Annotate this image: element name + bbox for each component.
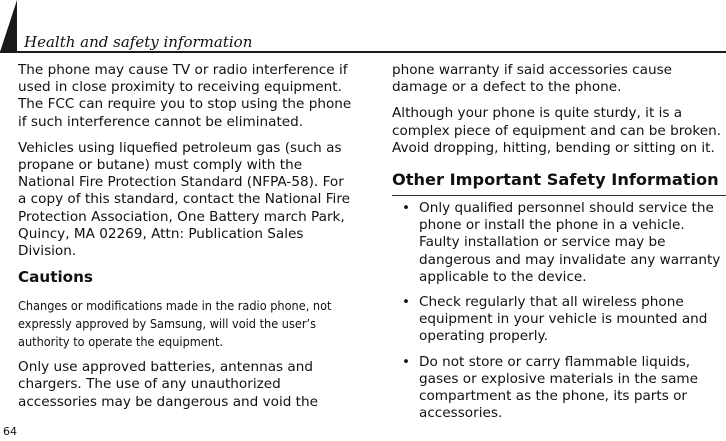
bullet-icon: • (402, 200, 411, 217)
running-header-title: Health and safety information (24, 33, 253, 51)
header-accent-cut (0, 0, 17, 52)
list-item (392, 294, 726, 346)
other-safety-heading: Other Important Safety Information (392, 170, 719, 190)
bullet-text: Only qualified personnel should service the phone or install the phone in a vehicle. Faulty installation or service may be dangerous and may invalidate any warranty applicable to the device. (419, 200, 721, 285)
header-rule (0, 51, 726, 53)
lpg-vehicles-paragraph: Vehicles using liquefied petroleum gas (such as propane or butane) must comply with the National Fire Protection Standard (NFPA-58). For a copy of this standard, contact the National Fire Protection Association, One Battery march Park, Quincy, MA 02269, Attn: Publication Sales Division. (18, 139, 350, 260)
warranty-paragraph: phone warranty if said accessories cause damage or a defect to the phone. (392, 62, 673, 96)
safety-bullet-list (392, 200, 726, 422)
page-number: 64 (3, 425, 17, 438)
cautions-text: Changes or modifications made in the radio phone, not expressly approved by Samsung, will void the user’s authority to operate the equipment. (18, 298, 332, 350)
sturdiness-paragraph: Although your phone is quite sturdy, it is a complex piece of equipment and can be broken. Avoid dropping, hitting, bending or sitting on it. (392, 105, 722, 156)
heading-rule (392, 195, 726, 196)
list-item (392, 200, 726, 286)
bullet-icon: • (402, 294, 411, 311)
right-column (392, 62, 726, 430)
left-column (18, 62, 354, 420)
cautions-heading: Cautions (18, 268, 93, 287)
interference-paragraph: The phone may cause TV or radio interference if used in close proximity to receiving equipment. The FCC can require you to stop using the phone if such interference cannot be eliminated. (18, 62, 352, 130)
bullet-text: Check regularly that all wireless phone equipment in your vehicle is mounted and operating properly. (419, 294, 708, 345)
list-item (392, 354, 726, 423)
approved-accessories-paragraph: Only use approved batteries, antennas and chargers. The use of any unauthorized accessories may be dangerous and void the (18, 359, 318, 410)
bullet-text: Do not store or carry flammable liquids, gases or explosive materials in the same compartment as the phone, its parts or accessories. (419, 353, 699, 422)
bullet-icon: • (402, 353, 411, 370)
